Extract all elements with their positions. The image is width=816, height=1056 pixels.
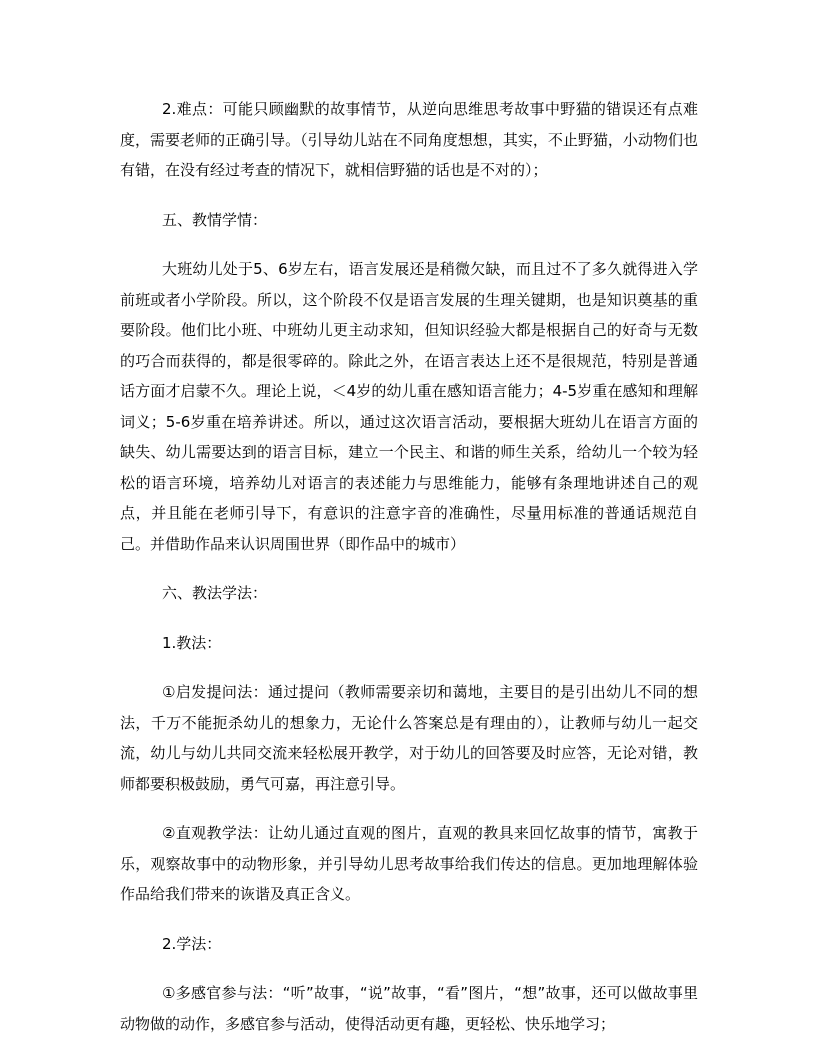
document-page (120, 94, 698, 1039)
difficulty-paragraph: 2.难点：可能只顾幽默的故事情节，从逆向思维思考故事中野猫的错误还有点难度，需要老师的正确引导。（引导幼儿站在不同角度想想，其实，不止野猫，小动物们也有错，在没有经过考查的情况下，就相信野猫的话也是不对的）； (120, 100, 698, 179)
multi-sensory-paragraph: ①多感官参与法：“听”故事，“说”故事，“看”图片，“想”故事，还可以做故事里动物做的动作，多感官参与活动，使得活动更有趣，更轻松、快乐地学习； (120, 984, 698, 1033)
learner-analysis-paragraph: 大班幼儿处于5、6岁左右，语言发展还是稍微欠缺，而且过不了多久就得进入学前班或者小学阶段。所以，这个阶段不仅是语言发展的生理关键期，也是知识奠基的重要阶段。他们比小班、中班幼儿更主动求知，但知识经验大都是根据自己的好奇与无数的巧合而获得的，都是很零碎的。除此之外，在语言表达上还不是很规范，特别是普通话方面才启蒙不久。理论上说，＜4岁的幼儿重在感知语言能力；4-5岁重在感知和理解词义；5-6岁重在培养讲述。所以，通过这次语言活动，要根据大班幼儿在语言方面的缺失、幼儿需要达到的语言目标，建立一个民主、和谐的师生关系，给幼儿一个较为轻松的语言环境，培养幼儿对语言的表述能力与思维能力，能够有条理地讲述自己的观点，并且能在老师引导下，有意识的注意字音的准确性，尽量用标准的普通话规范自己。并借助作品来认识周围世界（即作品中的城市） (120, 260, 698, 553)
learning-methods-heading: 2.学法： (162, 934, 222, 953)
heuristic-method-paragraph: ①启发提问法：通过提问（教师需要亲切和蔼地，主要目的是引出幼儿不同的想法，千万不能扼杀幼儿的想象力，无论什么答案总是有理由的），让教师与幼儿一起交流，幼儿与幼儿共同交流来轻松展开教学，对于幼儿的回答要及时应答，无论对错，教师都要积极鼓励，勇气可嘉，再注意引导。 (120, 683, 698, 793)
visual-method-paragraph: ②直观教学法：让幼儿通过直观的图片，直观的教具来回忆故事的情节，寓教于乐，观察故事中的动物形象，并引导幼儿思考故事给我们传达的信息。更加地理解体验作品给我们带来的诙谐及真正含义。 (120, 824, 698, 903)
teaching-methods-heading: 1.教法： (162, 633, 222, 652)
section-five-heading: 五、教情学情： (162, 210, 268, 229)
section-six-heading: 六、教法学法： (162, 584, 268, 602)
